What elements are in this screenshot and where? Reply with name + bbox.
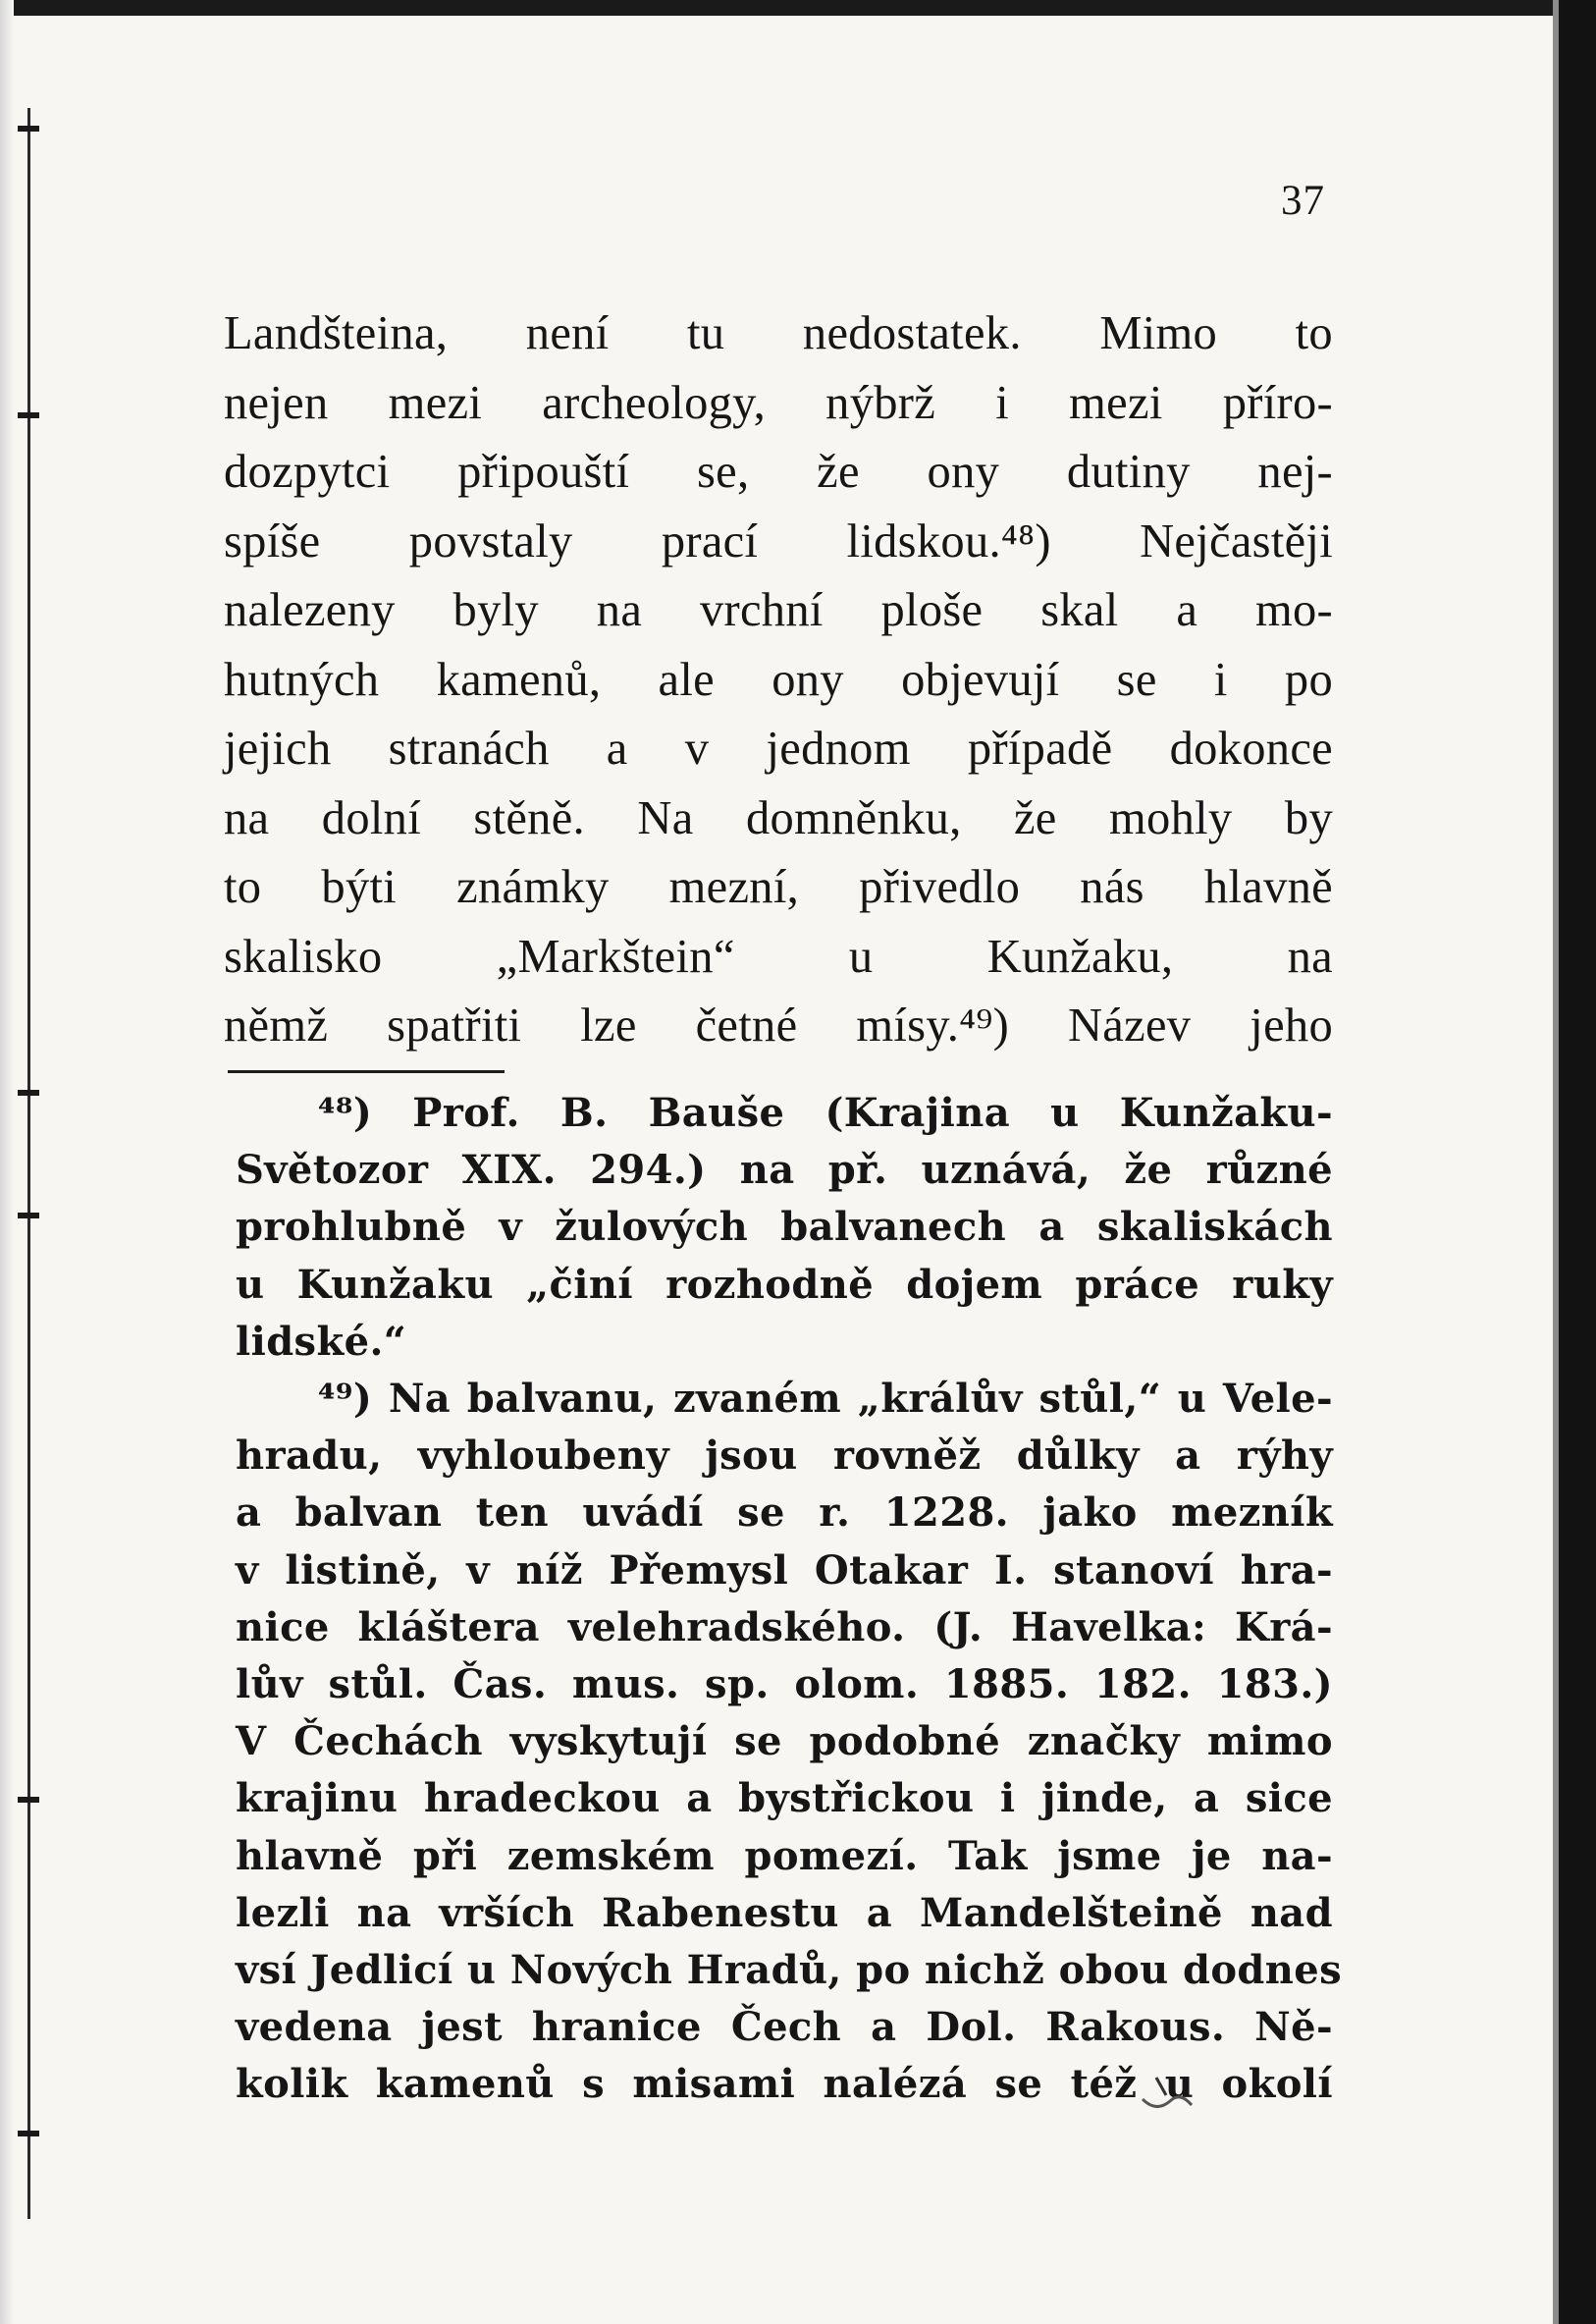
- footnote-line: prohlubně v žulových balvanech a skaliskách: [236, 1204, 1333, 1251]
- page-number: 37: [1281, 178, 1325, 224]
- footnote-line: lidské.“: [236, 1318, 407, 1365]
- main-body-text: [224, 299, 1333, 1061]
- handwritten-pencil-mark: [1137, 2070, 1205, 2129]
- footnote-line: lezli na vrších Rabenestu a Mandelšteině nad: [236, 1889, 1333, 1936]
- footnote-line: nice kláštera velehradského. (J. Havelka: Krá-: [236, 1603, 1333, 1650]
- binding-mark: [18, 1213, 39, 1218]
- footnote-line: ⁴⁹) Na balvanu, zvaném „králův stůl,“ u Vele-: [318, 1376, 1333, 1423]
- body-line: hutných kamenů, ale ony objevují se i po: [224, 653, 1333, 706]
- body-line: nalezeny byly na vrchní ploše skal a mo-: [224, 584, 1333, 636]
- body-line: Landšteina, není tu nedostatek. Mimo to: [224, 307, 1333, 359]
- scan-edge-left-line: [27, 108, 30, 2219]
- body-line: jejich stranách a v jednom případě dokonce: [224, 723, 1333, 775]
- body-line: skalisko „Markštein“ u Kunžaku, na: [224, 930, 1333, 983]
- scan-edge-right: [1559, 0, 1596, 2324]
- footnotes-block: [236, 1085, 1343, 2114]
- footnote-line: hlavně při zemském pomezí. Tak jsme je na-: [236, 1832, 1333, 1879]
- scan-edge-top: [0, 0, 1596, 16]
- footnote-separator: [228, 1070, 505, 1073]
- footnote-line: Světozor XIX. 294.) na př. uznává, že různé: [236, 1147, 1333, 1194]
- body-line: na dolní stěně. Na domněnku, že mohly by: [224, 791, 1333, 844]
- body-line: němž spatřiti lze četné mísy.⁴⁹) Název jeho: [224, 1000, 1333, 1052]
- footnote-line: a balvan ten uvádí se r. 1228. jako mezník: [236, 1489, 1333, 1537]
- footnote-line: ⁴⁸) Prof. B. Bauše (Krajina u Kunžaku-: [318, 1090, 1333, 1136]
- footnote-line: krajinu hradeckou a bystřickou i jinde, a sice: [236, 1775, 1333, 1822]
- body-line: nejen mezi archeology, nýbrž i mezi příro-: [224, 376, 1333, 429]
- body-line: to býti známky mezní, přivedlo nás hlavně: [224, 861, 1333, 913]
- footnote-line: kolik kamenů s misami nalézá se též u okolí: [236, 2061, 1333, 2108]
- footnote-line: vedena jest hranice Čech a Dol. Rakous. Ně-: [236, 2004, 1333, 2051]
- body-line: spíše povstaly prací lidskou.⁴⁸) Nejčastěji: [224, 514, 1333, 567]
- binding-mark: [18, 1797, 39, 1803]
- footnote-line: u Kunžaku „činí rozhodně dojem práce ruky: [236, 1261, 1333, 1308]
- footnote-line: lův stůl. Čas. mus. sp. olom. 1885. 182. 183.): [236, 1661, 1333, 1708]
- binding-mark: [18, 126, 39, 132]
- footnote-line: hradu, vyhloubeny jsou rovněž důlky a rýhy: [236, 1432, 1333, 1480]
- binding-mark: [18, 1090, 39, 1096]
- footnote-line: v listině, v níž Přemysl Otakar I. stanoví hra-: [236, 1546, 1333, 1594]
- footnote-line: V Čechách vyskytují se podobné značky mimo: [236, 1718, 1333, 1765]
- binding-mark: [18, 412, 39, 418]
- footnote-line: vsí Jedlicí u Nových Hradů, po nichž obou dodnes: [236, 1947, 1343, 1994]
- binding-mark: [18, 2131, 39, 2136]
- scan-edge-left-shadow: [0, 0, 14, 2324]
- body-line: dozpytci připouští se, že ony dutiny nej-: [224, 446, 1333, 498]
